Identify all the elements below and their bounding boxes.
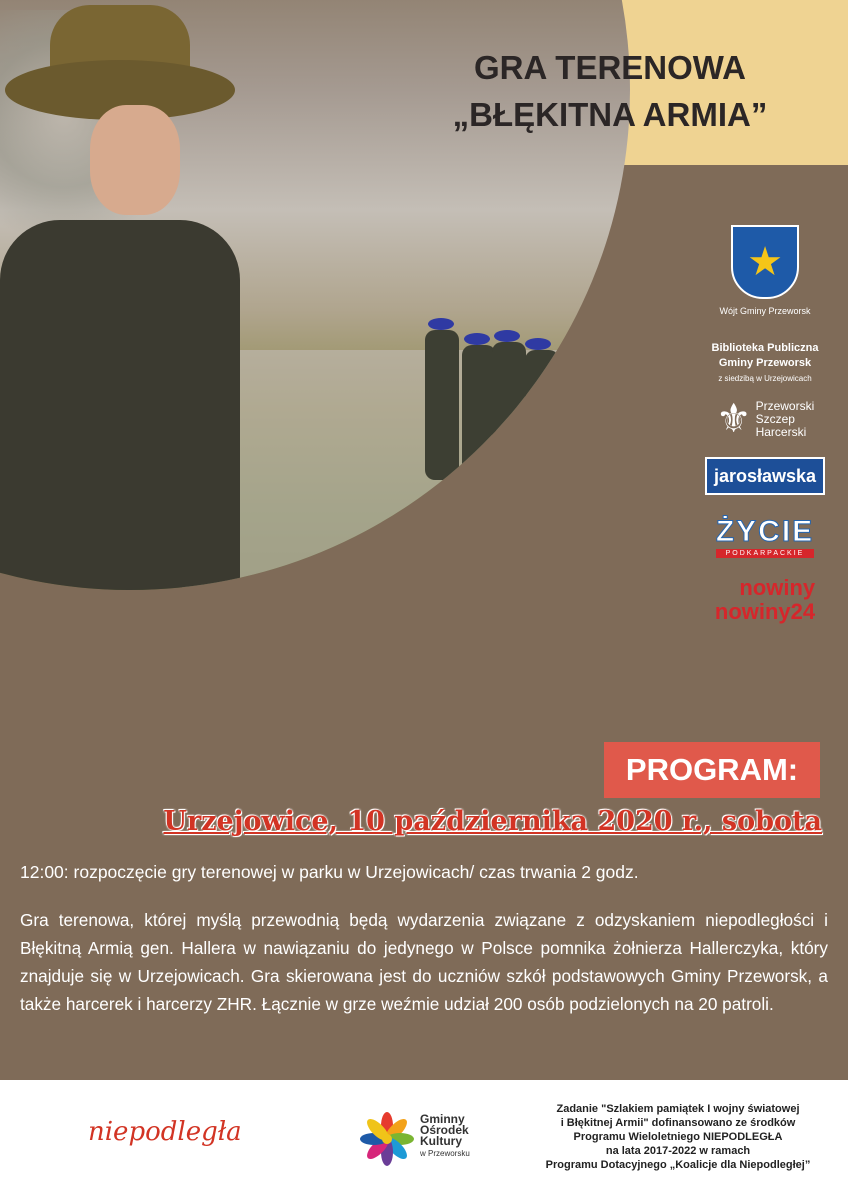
- nowiny-text: nowiny: [739, 575, 816, 600]
- scout-beret: [494, 330, 520, 342]
- gok-line-2: Ośrodek: [420, 1123, 469, 1137]
- zycie-text: ŻYCIE: [715, 515, 815, 548]
- biblioteka-line-3: z siedzibą w Urzejowicach: [718, 374, 812, 383]
- szczep-line-3: Harcerski: [755, 425, 807, 439]
- title-line-2: „BŁĘKITNA ARMIA”: [452, 96, 768, 133]
- program-heading: PROGRAM:: [604, 742, 820, 798]
- gok-logo-text: [420, 1114, 470, 1159]
- scout-figure: [525, 350, 559, 500]
- gazeta-jaroslawska-logo: jarosławska: [705, 457, 825, 495]
- gok-line-4: w Przeworsku: [420, 1149, 470, 1158]
- event-time: 12:00: rozpoczęcie gry terenowej w parku w Urzejowicach/ czas trwania 2 godz.: [20, 862, 639, 882]
- wojt-label: Wójt Gminy Przeworsk: [719, 306, 811, 316]
- zycie-subtext: PODKARPACKIE: [716, 549, 814, 558]
- scout-beret: [464, 333, 490, 345]
- szczep-line-1: Przeworski: [755, 399, 815, 413]
- scout-beret: [428, 318, 454, 330]
- biblioteka-line-2: Gminy Przeworsk: [718, 357, 812, 369]
- scout-figure: [462, 345, 496, 495]
- biblioteka-logo: [712, 341, 819, 386]
- event-date: Urzejowice, 10 października 2020 r., sobota: [163, 806, 822, 837]
- szczep-line-2: Szczep: [755, 412, 795, 426]
- nowiny-logo: [715, 576, 815, 624]
- funding-line-5: Programu Dotacyjnego „Koalicje dla Niepodległej”: [545, 1159, 811, 1171]
- title-line-1: GRA TERENOWA: [474, 49, 746, 86]
- funding-line-3: Programu Wieloletniego NIEPODLEGŁA: [573, 1131, 783, 1143]
- szczep-harcerski-logo: [715, 397, 815, 441]
- scout-figure: [492, 342, 526, 492]
- gok-line-3: Kultury: [420, 1134, 462, 1148]
- funding-line-4: na lata 2017-2022 w ramach: [605, 1145, 751, 1157]
- scout-figure: [425, 330, 459, 480]
- zycie-podkarpackie-logo: [716, 515, 814, 558]
- scout-face: [90, 105, 180, 215]
- sponsor-logos: [710, 225, 820, 624]
- niepodlegla-logo: niepodległa: [88, 1117, 242, 1147]
- biblioteka-line-1: Biblioteka Publiczna: [711, 342, 819, 354]
- scout-leader: [0, 220, 240, 590]
- gok-star-icon: [360, 1112, 414, 1166]
- gok-line-1: Gminny: [420, 1112, 465, 1126]
- funding-line-1: Zadanie "Szlakiem pamiątek I wojny światowej: [556, 1103, 800, 1115]
- funding-note: [520, 1102, 836, 1172]
- funding-line-2: i Błękitnej Armii" dofinansowano ze środków: [560, 1117, 796, 1129]
- przeworsk-coat-of-arms-icon: ★: [731, 225, 799, 299]
- event-description: Gra terenowa, której myślą przewodnią będą wydarzenia związane z odzyskaniem niepodległości i Błękitną Armią gen. Hallera w nawiązaniu do jedynego w Polsce pomnika żołnierza Hallerczyka, który znajduje się w Urzejowicach. Gra skierowana jest do uczniów szkół podstawowych Gminy Przeworsk, a także harcerek i harcerzy ZHR. Łącznie w grze weźmie udział 200 osób podzielonych na 20 patroli.: [20, 910, 828, 1014]
- nowiny24-text: nowiny24: [714, 599, 816, 624]
- scout-beret: [525, 338, 551, 350]
- fleur-de-lis-icon: ⚜: [715, 397, 752, 441]
